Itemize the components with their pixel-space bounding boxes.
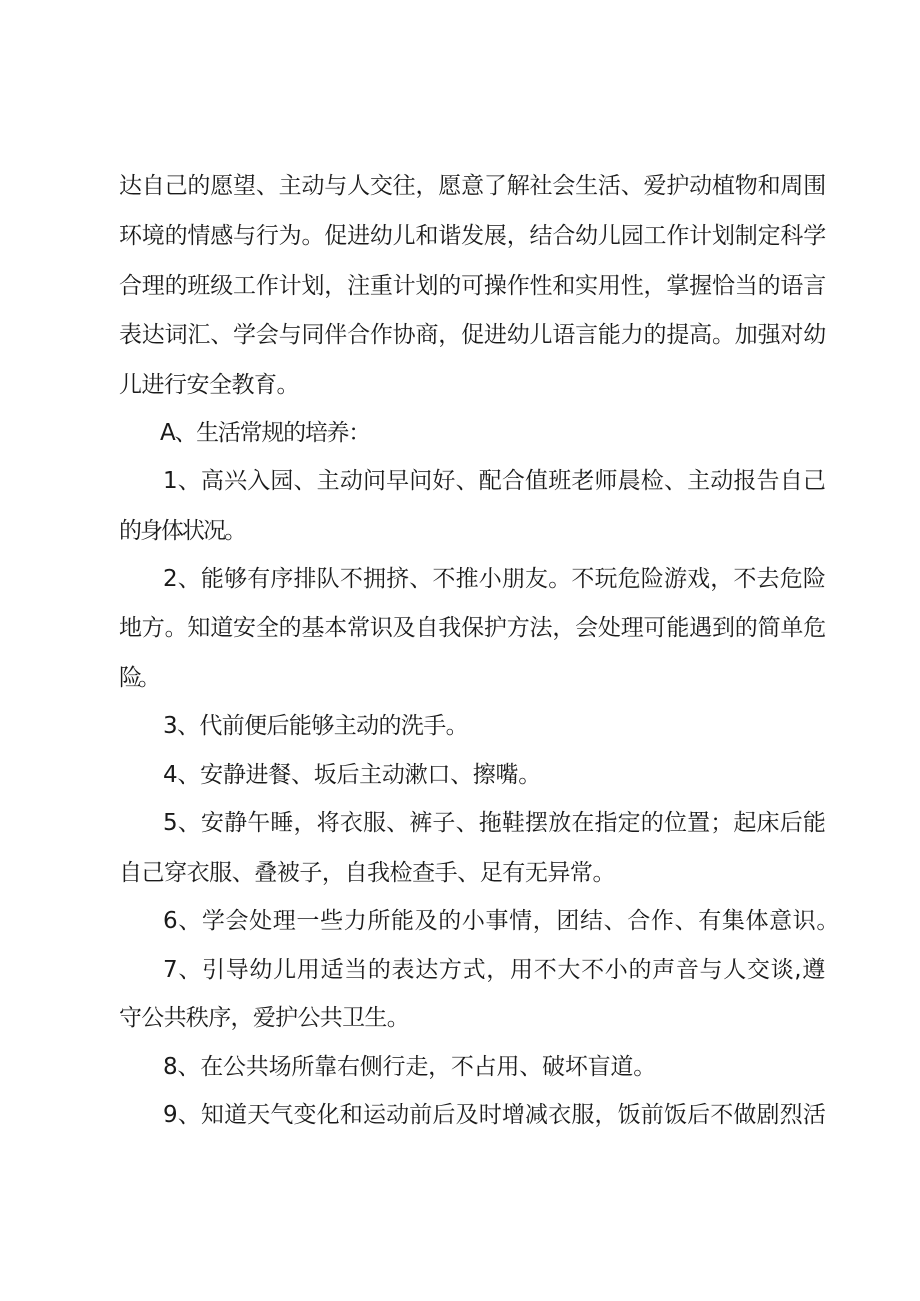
list-item-4: [0, 755, 920, 795]
list-item-2-cont: [0, 608, 920, 648]
text-segment: 地方。知道安全的基本常识及自我保护方法，会处理可能遇到的简单危: [119, 615, 827, 641]
list-item-9: [0, 1095, 920, 1135]
list-item-8: [0, 1047, 920, 1087]
intro-line: [0, 315, 920, 355]
list-item-1-cont: [0, 511, 920, 551]
intro-line: [0, 266, 920, 306]
text-segment: 5、安静午睡，将衣服、裤子、拖鞋摆放在指定的位置；起床后能: [163, 810, 826, 836]
text-segment: 7、引导幼儿用适当的表达方式，用不大不小的声音与人交谈,遵: [163, 957, 826, 983]
text-segment: 险。: [119, 665, 157, 691]
text-segment: 儿进行安全教育。: [119, 372, 299, 398]
intro-line: [0, 365, 920, 405]
list-item-7: [0, 950, 920, 990]
list-item-5-cont: [0, 853, 920, 893]
list-item-1: [0, 461, 920, 501]
list-item-2-cont: [0, 658, 920, 698]
text-segment: 3、代前便后能够主动的洗手。: [163, 713, 468, 739]
intro-line: [0, 216, 920, 256]
text-segment: 自己穿衣服、叠被子，自我检查手、足有无异常。: [119, 860, 616, 886]
text-segment: A、生活常规的培养：: [160, 420, 370, 446]
text-segment: 达自己的愿望、主动与人交往，愿意了解社会生活、爱护动植物和周围: [119, 173, 827, 199]
list-item-3: [0, 706, 920, 746]
text-segment: 的身体状况。: [119, 518, 245, 544]
text-segment: 表达词汇、学会与同伴合作协商，促进幼儿语言能力的提高。加强对幼: [119, 322, 827, 348]
list-item-5: [0, 803, 920, 843]
intro-line: [0, 166, 920, 206]
list-item-6: [0, 901, 920, 941]
text-segment: 守公共秩序，爱护公共卫生。: [119, 1005, 409, 1031]
list-item-2: [0, 559, 920, 599]
text-segment: 合理的班级工作计划，注重计划的可操作性和实用性，掌握恰当的语言: [119, 273, 827, 299]
text-segment: 2、能够有序排队不拥挤、不推小朋友。不玩危险游戏，不去危险: [163, 566, 826, 592]
section-heading: [0, 413, 920, 453]
text-segment: 8、在公共场所靠右侧行走，不占用、破坏盲道。: [163, 1054, 656, 1080]
text-segment: 4、安静进餐、坂后主动漱口、擦嘴。: [163, 762, 541, 788]
text-segment: 1、高兴入园、主动问早问好、配合值班老师晨检、主动报告自己: [163, 468, 826, 494]
text-segment: 9、知道天气变化和运动前后及时增减衣服，饭前饭后不做剧烈活: [163, 1102, 826, 1128]
text-segment: 6、学会处理一些力所能及的小事情，团结、合作、有集体意识。: [163, 908, 840, 934]
list-item-7-cont: [0, 998, 920, 1038]
text-segment: 环境的情感与行为。促进幼儿和谐发展，结合幼儿园工作计划制定科学: [119, 223, 827, 249]
